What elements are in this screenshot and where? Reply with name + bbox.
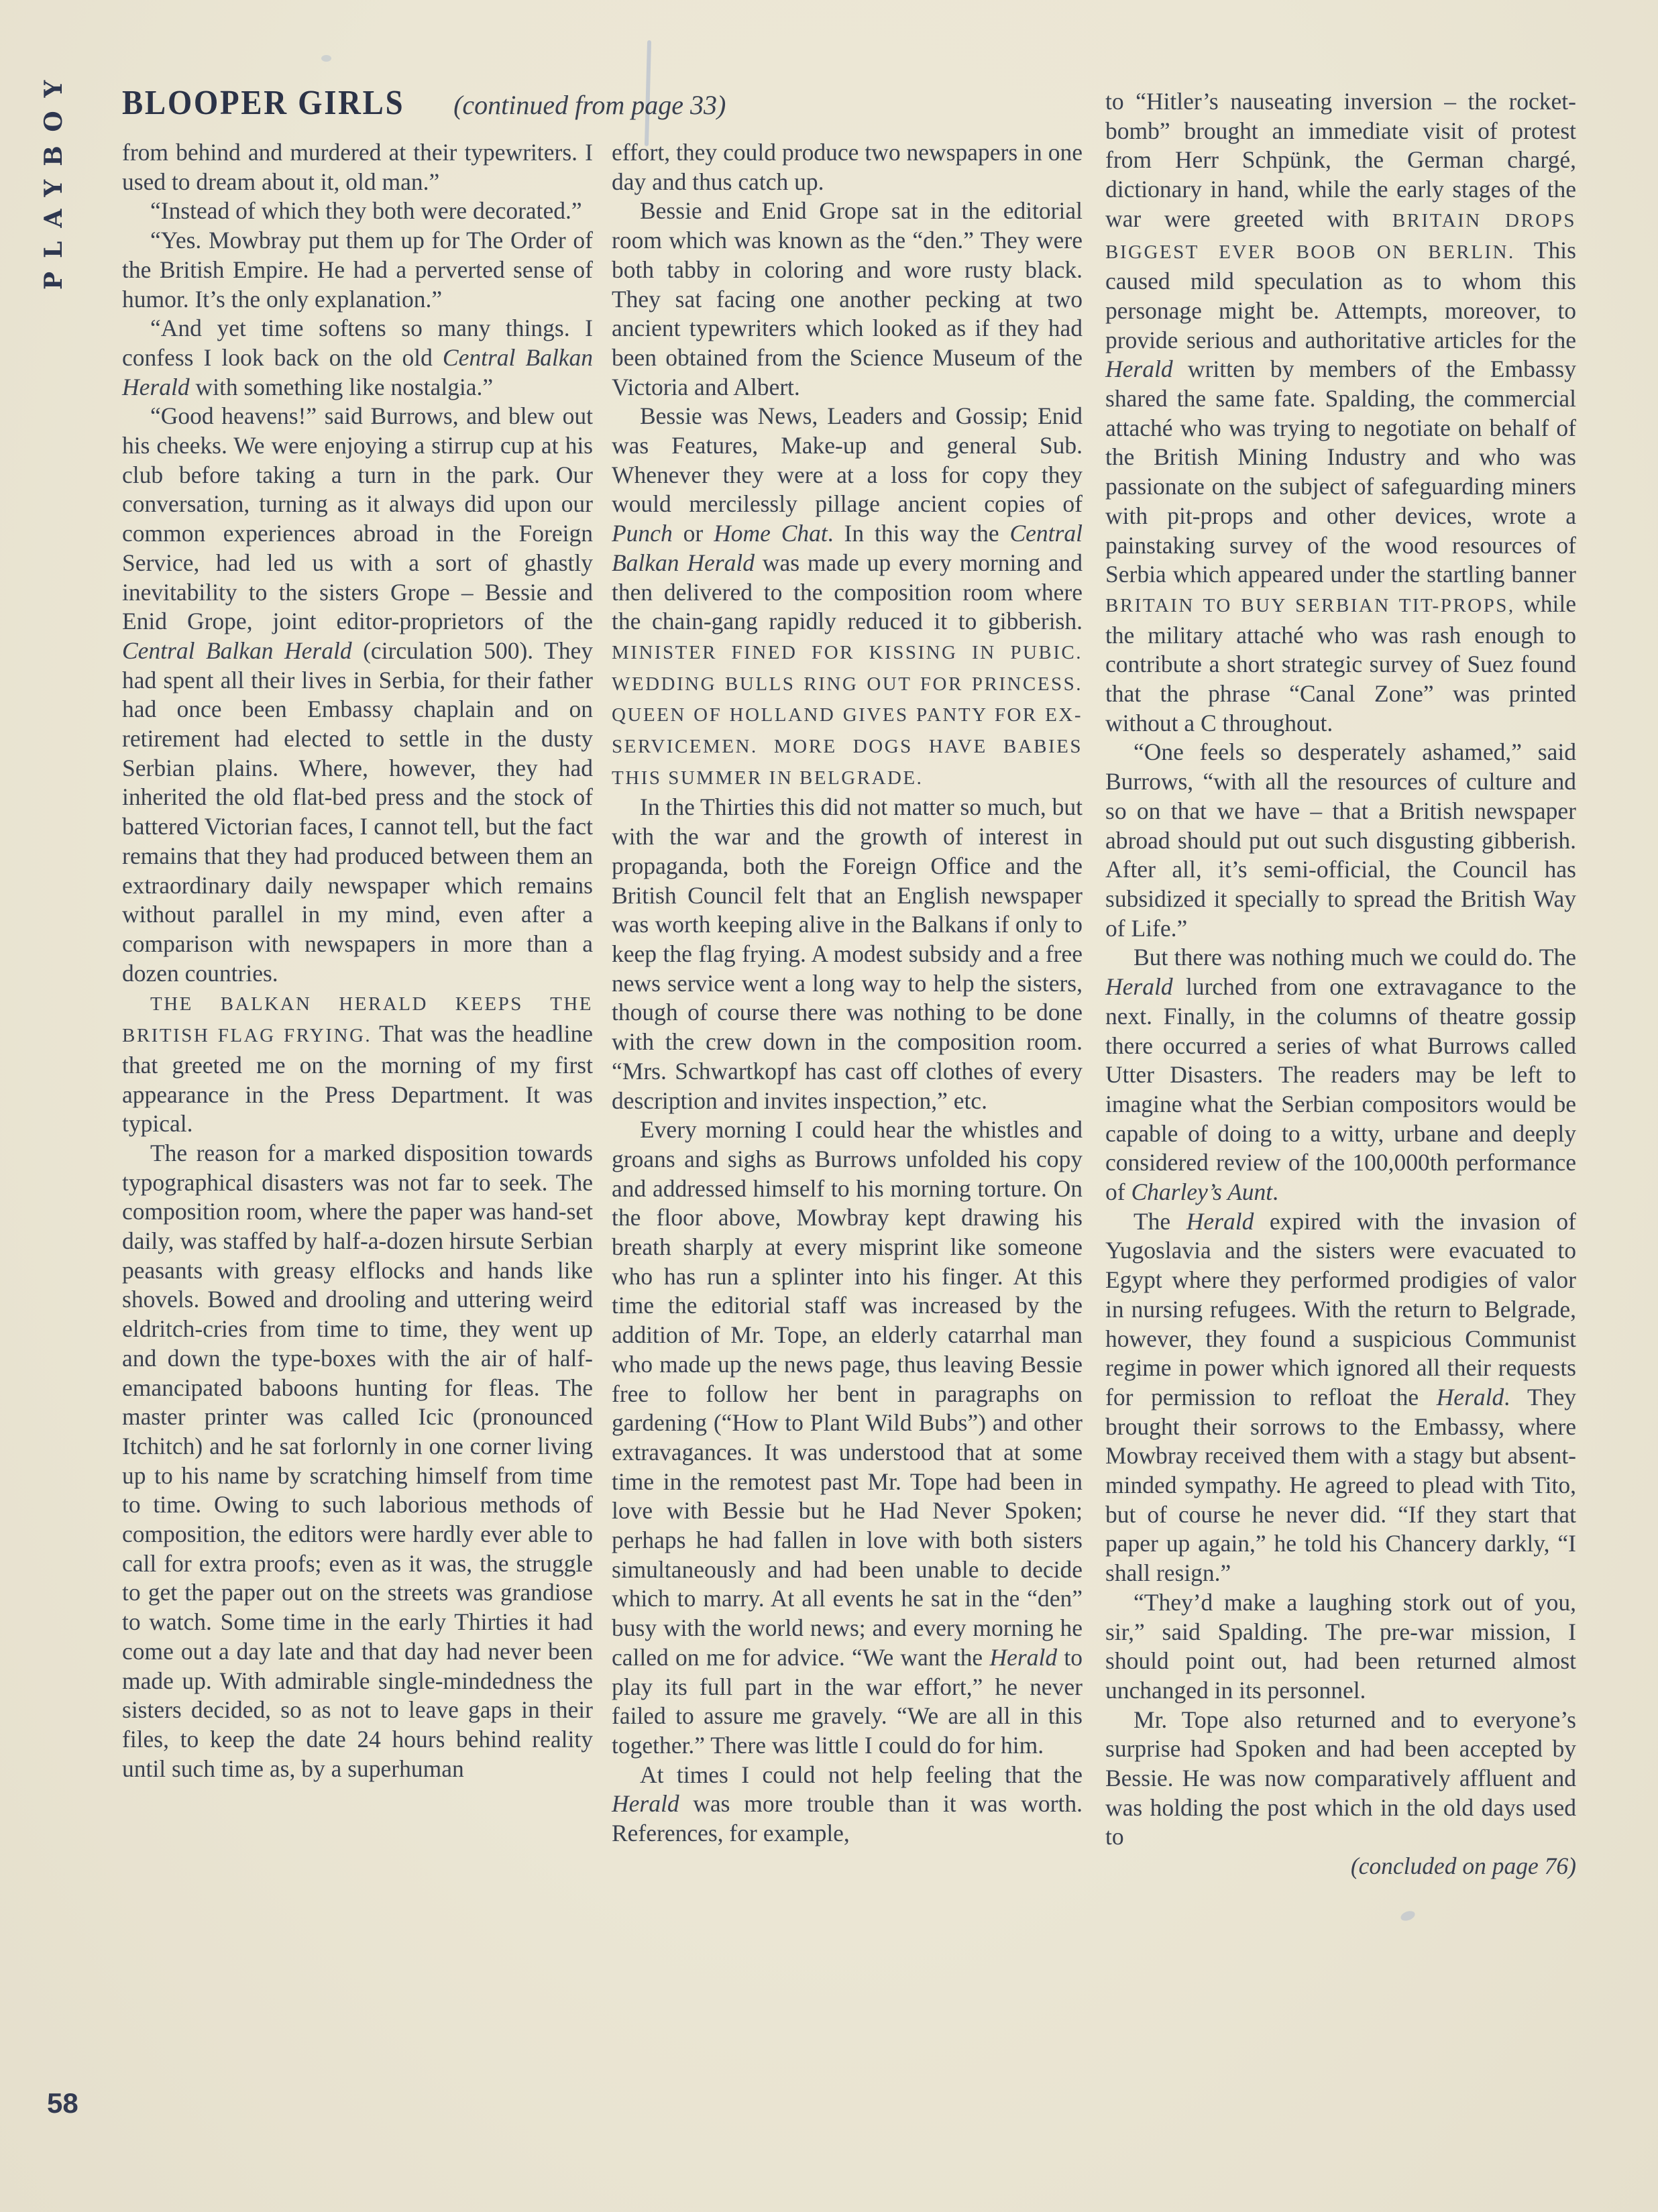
text-run: This caused mild speculation as to whom this personage might be. Attempts, moreover, to provide serious and authoritative articles for the [1105,236,1576,353]
text-run: written by members of the Embassy shared the same fate. Spalding, the commercial attaché who was trying to negotiate on behalf of the British Mining Industry and who was passionate on the subject of safeguarding miners with pit-props and other devices, wrote a painstaking survey of the wood resources of Serbia which appeared under the startling banner [1105,355,1576,588]
publication-title: Herald [1186,1207,1254,1235]
paragraph [612,793,1083,1115]
garbled-headline-quote: BRITAIN TO BUY SERBIAN TIT-PROPS, [1105,594,1515,616]
text-run: (circulation 500). They had spent all their lives in Serbia, for their father had once been Embassy chaplain and on retirement had elected to settle in the dusty Serbian plains. Where, however, they had inherited the old flat-bed press and the stock of battered Victorian faces, I cannot tell, but the fact remains that they had produced between them an extraordinary daily newspaper which remains without parallel in my mind, even after a comparison with newspapers in more than a dozen countries. [122,637,593,987]
paragraph [1105,1588,1576,1706]
text-run: was more trouble than it was worth. References, for example, [612,1790,1083,1847]
publication-title: Central Balkan Herald [612,520,1083,576]
paragraph [122,138,593,197]
article-column-1 [122,138,593,1783]
paragraph [1105,738,1576,943]
article-column-3 [1105,87,1576,1881]
continuation-note: (continued from page 33) [453,90,726,120]
page-number: 58 [47,2087,78,2119]
text-run: That was the headline that greeted me on the morning of my first appearance in the Press Department. It was typical. [122,1020,593,1138]
paragraph [122,402,593,988]
publication-title: Home Chat [714,520,828,547]
text-run: Every morning I could hear the whistles and groans and sighs as Burrows unfolded his copy and addressed himself to his morning torture. On the floor above, Mowbray kept drawing his breath sharply at every misprint like someone who has run a splinter into his finger. At this time the editorial staff was increased by the addition of Mr. Tope, an elderly catarrhal man who made up the news page, thus leaving Bessie free to follow her bent in paragraphs on gardening (“How to Plant Wild Bubs”) and other extravagances. It was understood that at some time in the remotest past Mr. Tope had been in love with Bessie but he Had Never Spoken; perhaps he had fallen in love with both sisters simultaneously and had been unable to decide which to marry. At all events he sat in the “den” busy with the world news; and every morning he called on me for advice. “We want the [612,1116,1083,1671]
text-run: (concluded on page 76) [1350,1852,1576,1880]
paragraph [122,226,593,314]
text-run: Bessie was News, Leaders and Gossip; Enid was Features, Make-up and general Sub. Whenever they were at a loss for copy they would mercilessly pillage ancient copies of [612,402,1083,518]
paragraph [122,1139,593,1783]
publication-title: Herald [1105,973,1173,1001]
text-run: to “Hitler’s nauseating inversion – the rocket-bomb” brought an immediate visit of protest from Herr Schpünk, the German chargé, dictionary in hand, while the early stages of the war were greeted with [1105,88,1576,232]
publication-title: Punch [612,520,673,547]
text-run: The reason for a marked disposition towards typographical disasters was not far to seek. The composition room, where the paper was hand-set daily, was staffed by half-a-dozen hirsute Serbian peasants with greasy elflocks and hands like shovels. Bowed and drooling and uttering weird eldritch-cries from time to time, they went up and down the type-boxes with the air of half-emancipated baboons hunting for fleas. The master printer was called Icic (pronounced Itchitch) and he sat forlornly in one corner living up to his name by scratching himself from time to time. Owing to such laborious methods of composition, the editors were hardly ever able to call for extra proofs; even as it was, the struggle to get the paper out on the streets was grandiose to watch. Some time in the early Thirties it had come out a day late and that day had never been made up. With admirable single-mindedness the sisters decided, so as not to leave gaps in their files, to keep the date 24 hours behind reality until such time as, by a superhuman [122,1139,593,1782]
paragraph [122,197,593,226]
text-run: “They’d make a laughing stork out of you, sir,” said Spalding. The pre-war mission, I should point out, had been returned almost unchanged in its personnel. [1105,1588,1576,1704]
article-title: BLOOPER GIRLS [122,84,405,122]
text-run: to play its full part in the war effort,” he never failed to assure me gravely. “We are all in this together.” There was little I could do for him. [612,1643,1083,1759]
garbled-headline-quote: MINISTER FINED FOR KISSING IN PUBIC. WEDDING BULLS RING OUT FOR PRINCESS. QUEEN OF HOLLAND GIVES PANTY FOR EX-SERVICEMEN. MORE DOGS HAVE BABIES THIS SUMMER IN BELGRADE. [612,641,1083,789]
text-run: Bessie and Enid Grope sat in the editorial room which was known as the “den.” They were both tabby in coloring and wore rusty black. They sat facing one another pecking at two ancient typewriters which looked as if they had been obtained from the Science Museum of the Victoria and Albert. [612,197,1083,400]
text-run: . [1272,1178,1279,1206]
paragraph [122,314,593,402]
paragraph [612,402,1083,793]
text-run: lurched from one extravagance to the next. Finally, in the columns of theatre gossip there occurred a series of what Burrows called Utter Disasters. The readers may be left to imagine what the Serbian compositors would be capable of doing to a witty, urbane and deeply considered review of the 100,000th performance of [1105,973,1576,1206]
paragraph [122,988,593,1139]
paragraph [612,138,1083,197]
text-run: “And yet time softens so many things. I confess I look back on the old [122,315,593,371]
garbled-headline-quote: THE BALKAN HERALD KEEPS THE BRITISH FLAG FRYING. [122,993,593,1047]
text-run: “One feels so desperately ashamed,” said Burrows, “with all the resources of culture and so on that we have – that a British newspaper abroad should put out such disgusting gibberish. After all, it’s semi-official, the Council has subsidized it specially to spread the British Way of Life.” [1105,738,1576,942]
publication-title: Central Balkan Herald [122,637,352,664]
text-run: At times I could not help feeling that the [640,1761,1083,1788]
text-run: was made up every morning and then delivered to the composition room where the chain-gang rapidly reduced it to gibberish. [612,549,1083,635]
paragraph [612,1115,1083,1760]
text-run: “Yes. Mowbray put them up for The Order of the British Empire. He had a perverted sense of humor. It’s the only explanation.” [122,227,593,313]
paragraph [1105,1706,1576,1852]
text-run: The [1134,1207,1186,1235]
paragraph [612,197,1083,402]
text-run: In the Thirties this did not matter so much, but with the war and the growth of interest in propaganda, both the Foreign Office and the British Council felt that an English newspaper was worth keeping alive in the Balkans if only to keep the flag frying. A modest subsidy and a free news service went a long way to help the sisters, though of course there was nothing to be done with the crew down in the composition room. “Mrs. Schwartkopf has cast off clothes of every description and invites inspection,” etc. [612,793,1083,1114]
publication-title: Central Balkan Herald [122,343,593,400]
publication-title: Herald [1436,1383,1504,1411]
text-run: or [672,520,714,547]
text-run: . They brought their sorrows to the Embassy, where Mowbray received them with a stagy but absent-minded sympathy. He agreed to plead with Tito, but of course he never did. “If they start that paper up again,” he told his Chancery darkly, “I shall resign.” [1105,1383,1576,1587]
text-run: “Instead of which they both were decorated.” [150,197,582,225]
publication-title: Herald [1105,355,1173,383]
continuation-catchline [1105,1852,1576,1881]
paragraph [612,1761,1083,1848]
publication-title: Charley’s Aunt [1131,1178,1273,1206]
text-run: with something like nostalgia.” [189,373,494,400]
garbled-headline-quote: BRITAIN DROPS BIGGEST EVER BOOB ON BERLIN. [1105,209,1577,263]
text-run: But there was nothing much we could do. The [1134,944,1576,971]
article-header [122,86,726,121]
publication-title: Herald [612,1790,679,1818]
text-run: Mr. Tope also returned and to everyone’s surprise had Spoken and had been accepted by Bessie. He was now comparatively affluent and was holding the post which in the old days used to [1105,1706,1576,1850]
ink-smudge [1399,1910,1416,1923]
paragraph [1105,87,1576,738]
text-run: . In this way the [827,520,1010,547]
text-run: effort, they could produce two newspapers in one day and thus catch up. [612,139,1083,195]
article-column-2 [612,138,1083,1848]
paragraph [1105,943,1576,1207]
text-run: expired with the invasion of Yugoslavia and the sisters were evacuated to Egypt where they performed prodigies of valor in nursing refugees. With the return to Belgrade, however, they found a suspicious Communist regime in power which ignored all their requests for permission to refloat the [1105,1207,1576,1411]
paragraph [1105,1207,1576,1588]
ink-smudge [321,55,331,62]
text-run: while the military attaché who was rash enough to contribute a short strategic survey of Suez found that the phrase “Canal Zone” was printed without a C throughout. [1105,590,1577,736]
text-run: “Good heavens!” said Burrows, and blew out his cheeks. We were enjoying a stirrup cup at his club before taking a turn in the park. Our conversation, turning as it always did upon our common experiences abroad in the Foreign Service, had led us with a sort of ghastly inevitability to the sisters Grope – Bessie and Enid Grope, joint editor-proprietors of the [122,402,593,635]
magazine-spine-title: PLAYBOY [40,66,68,290]
text-run: from behind and murdered at their typewriters. I used to dream about it, old man.” [122,139,593,195]
publication-title: Herald [989,1643,1058,1671]
